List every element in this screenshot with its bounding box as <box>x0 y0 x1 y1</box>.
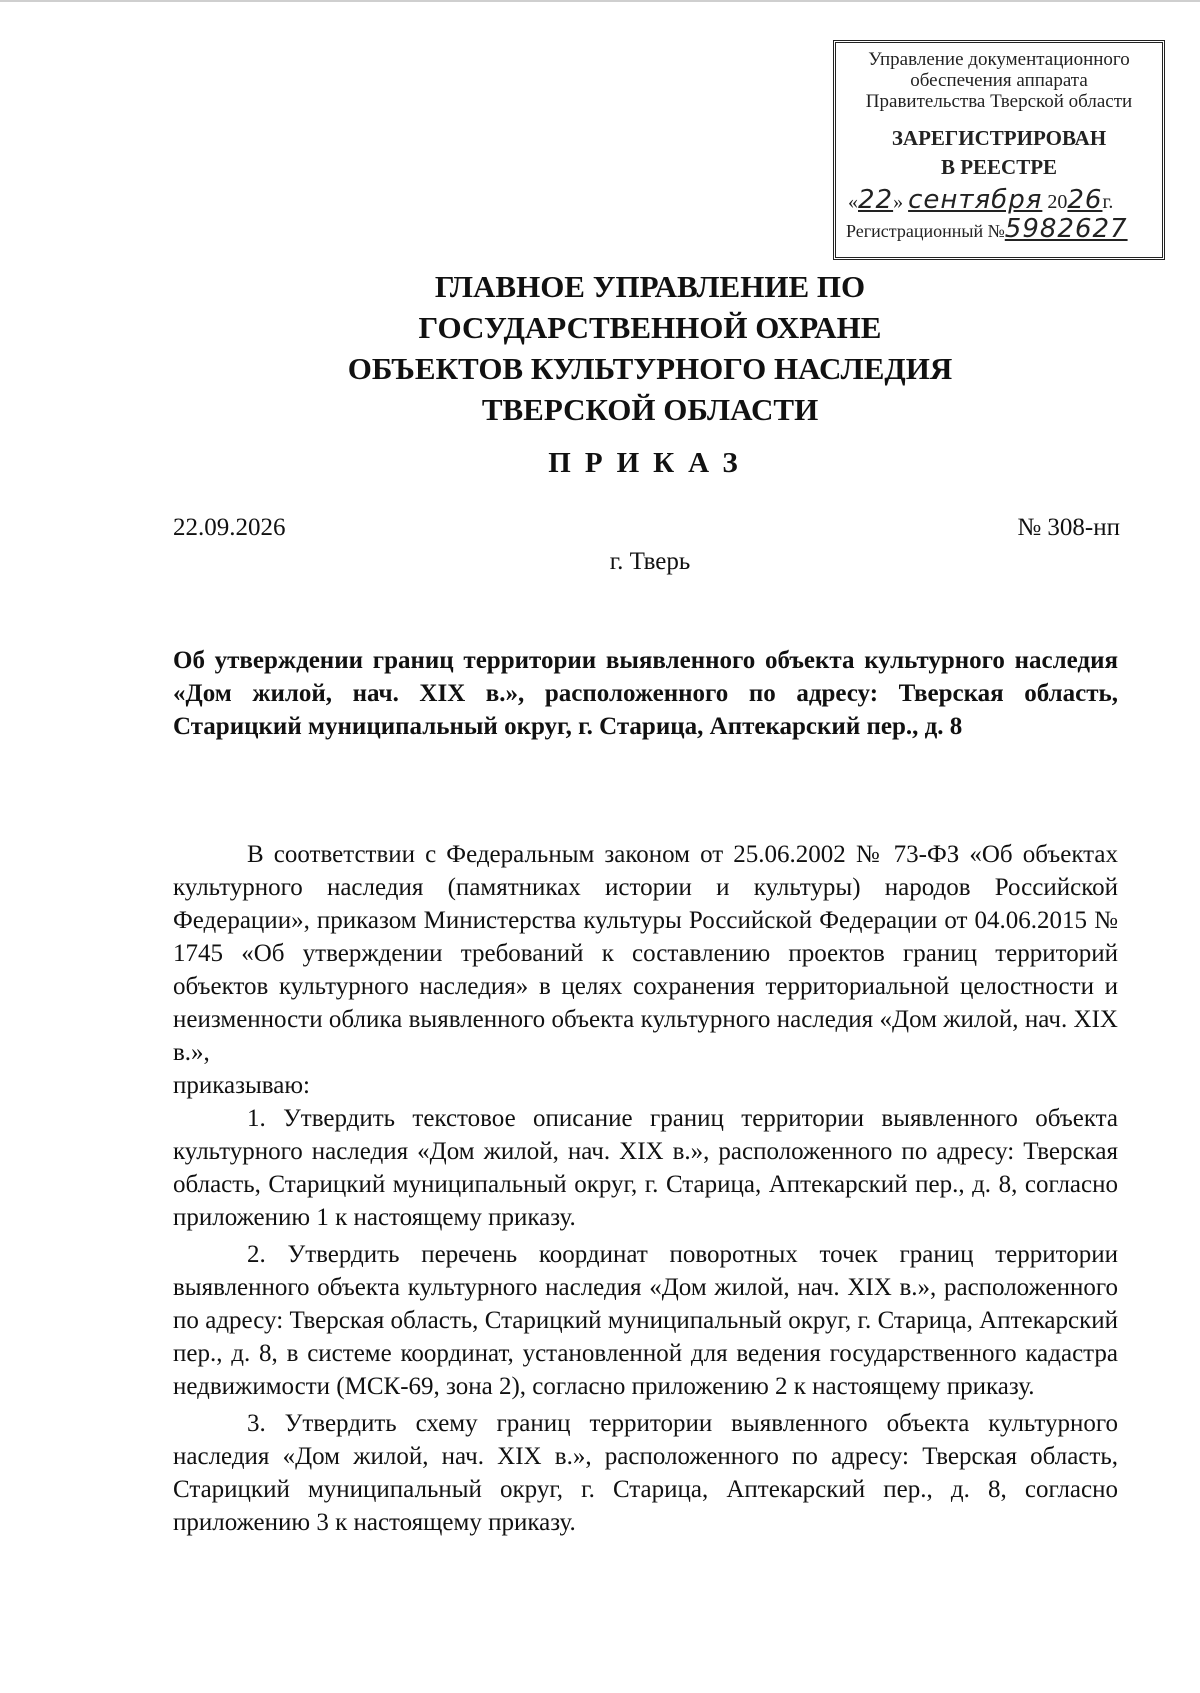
order-item-1: 1. Утвердить текстовое описание границ территории выявленного объекта культурного наследия «Дом жилой, нач. XIX в.», расположенного по адресу: Тверская область, Старицкий муниципальный округ, г. Старица, Аптекарский пер., д. 8, согласно приложению 1 к настоящему приказу. <box>173 1105 1118 1231</box>
stamp-line-1: Управление документационного <box>868 49 1130 70</box>
document-body <box>173 838 1118 1539</box>
stamp-date-month: сентября <box>908 185 1043 215</box>
stamp-line-3: Правительства Тверской области <box>865 91 1133 112</box>
stamp-in-registry-label: В РЕЕСТРЕ <box>940 155 1058 179</box>
stamp-reg-number <box>836 214 1162 244</box>
registration-stamp <box>833 40 1165 260</box>
stamp-date: «22» сентября 2026г. <box>848 185 1114 215</box>
org-line-4: ТВЕРСКОЙ ОБЛАСТИ <box>481 392 819 427</box>
stamp-reg-value: 5982627 <box>1004 214 1128 244</box>
stamp-date-year-prefix: 20 <box>1047 191 1068 213</box>
document-city: г. Тверь <box>609 548 691 575</box>
stamp-registered-label: ЗАРЕГИСТРИРОВАН <box>891 126 1107 150</box>
preamble-paragraph: В соответствии с Федеральным законом от 25.06.2002 № 73-ФЗ «Об объектах культурного наследия (памятниках истории и культуры) народов Российской Федерации», приказом Министерства культуры Российской Федерации от 04.06.2015 № 1745 «Об утверждении требований к составлению проектов границ территорий объектов культурного наследия» в целях сохранения территориальной целостности и неизменности облика выявленного объекта культурного наследия «Дом жилой, нач. XIX в.», <box>173 841 1118 1066</box>
scan-top-edge <box>0 0 1200 2</box>
stamp-date-year-unit: г. <box>1102 191 1114 213</box>
org-line-3: ОБЪЕКТОВ КУЛЬТУРНОГО НАСЛЕДИЯ <box>347 351 953 386</box>
order-item-2: 2. Утвердить перечень координат поворотных точек границ территории выявленного объекта культурного наследия «Дом жилой, нач. XIX в.», расположенного по адресу: Тверская область, Старицкий муниципальный округ, г. Старица, Аптекарский пер., д. 8, в системе координат, установленной для ведения государственного кадастра недвижимости (МСК-69, зона 2), согласно приложению 2 к настоящему приказу. <box>173 1241 1118 1400</box>
stamp-line-2: обеспечения аппарата <box>910 70 1088 91</box>
stamp-date-year-suffix: 26 <box>1067 185 1103 215</box>
stamp-registered <box>836 124 1162 182</box>
document-date: 22.09.2026 <box>173 514 286 541</box>
order-word: приказываю: <box>173 1072 310 1099</box>
org-line-2: ГОСУДАРСТВЕННОЙ ОХРАНЕ <box>418 310 882 345</box>
organization-title <box>200 266 1100 430</box>
stamp-reg-label: Регистрационный № <box>846 221 1005 241</box>
org-line-1: ГЛАВНОЕ УПРАВЛЕНИЕ ПО <box>434 269 866 304</box>
order-item-3: 3. Утвердить схему границ территории выявленного объекта культурного наследия «Дом жилой, нач. XIX в.», расположенного по адресу: Тверская область, Старицкий муниципальный округ, г. Старица, Аптекарский пер., д. 8, согласно приложению 3 к настоящему приказу. <box>173 1410 1118 1536</box>
stamp-date-day: 22 <box>858 185 894 215</box>
document-subject: Об утверждении границ территории выявленного объекта культурного наследия «Дом жилой, нач. XIX в.», расположенного по адресу: Тверская область, Старицкий муниципальный округ, г. Старица, Аптекарский пер., д. 8 <box>173 647 1118 740</box>
document-type-heading: ПРИКАЗ <box>548 447 752 479</box>
document-number: № 308-нп <box>1017 514 1120 541</box>
